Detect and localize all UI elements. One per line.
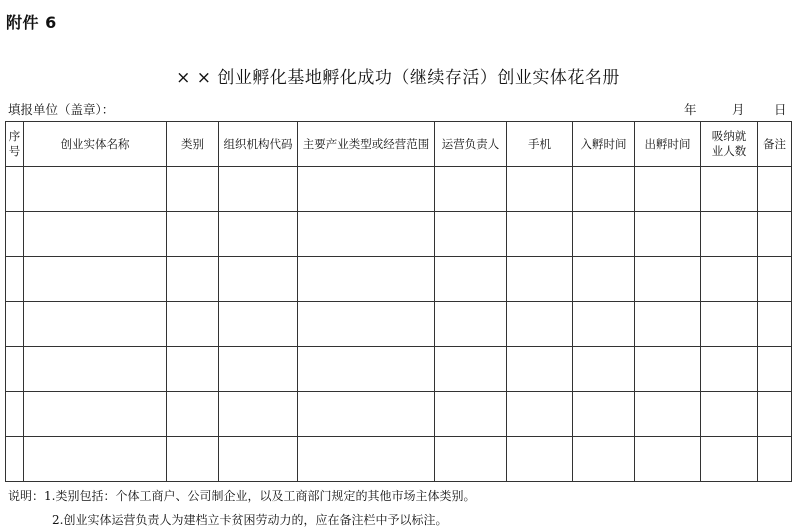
cell-entity-name: [24, 437, 167, 482]
cell-incubate-in: [573, 392, 635, 437]
table-body: [6, 167, 792, 482]
cell-industry: [298, 347, 435, 392]
header-employment-line2: 业人数: [711, 144, 747, 158]
header-org-code: 组织机构代码: [219, 122, 298, 167]
cell-industry: [298, 212, 435, 257]
cell-remarks: [758, 392, 792, 437]
cell-operator: [435, 212, 507, 257]
cell-seq: [6, 212, 24, 257]
cell-incubate-out: [635, 392, 701, 437]
cell-org-code: [219, 392, 298, 437]
cell-org-code: [219, 212, 298, 257]
cell-entity-name: [24, 257, 167, 302]
table-row: [6, 302, 792, 347]
cell-org-code: [219, 167, 298, 212]
cell-entity-name: [24, 392, 167, 437]
cell-phone: [507, 257, 573, 302]
cell-employment: [701, 437, 758, 482]
table-row: [6, 347, 792, 392]
cell-category: [167, 257, 219, 302]
date-year-label: 年: [684, 102, 697, 117]
table-row: [6, 212, 792, 257]
cell-seq: [6, 167, 24, 212]
cell-entity-name: [24, 212, 167, 257]
cell-category: [167, 392, 219, 437]
cell-category: [167, 167, 219, 212]
cell-org-code: [219, 437, 298, 482]
cell-entity-name: [24, 302, 167, 347]
cell-incubate-in: [573, 212, 635, 257]
note-line-1: 说明：1.类别包括：个体工商户、公司制企业，以及工商部门规定的其他市场主体类别。: [8, 489, 476, 503]
note-line-2: 2.创业实体运营负责人为建档立卡贫困劳动力的，应在备注栏中予以标注。: [52, 513, 448, 527]
header-category: 类别: [167, 122, 219, 167]
cell-category: [167, 437, 219, 482]
cell-industry: [298, 392, 435, 437]
table-row: [6, 167, 792, 212]
cell-industry: [298, 167, 435, 212]
cell-org-code: [219, 302, 298, 347]
cell-incubate-out: [635, 257, 701, 302]
cell-remarks: [758, 437, 792, 482]
attachment-label: 附件 6: [6, 13, 57, 32]
cell-incubate-out: [635, 437, 701, 482]
cell-incubate-in: [573, 257, 635, 302]
cell-industry: [298, 437, 435, 482]
cell-operator: [435, 257, 507, 302]
cell-incubate-in: [573, 347, 635, 392]
cell-category: [167, 212, 219, 257]
date-day-label: 日: [774, 102, 787, 117]
cell-org-code: [219, 347, 298, 392]
cell-incubate-out: [635, 302, 701, 347]
header-operator: 运营负责人: [435, 122, 507, 167]
cell-remarks: [758, 257, 792, 302]
cell-industry: [298, 302, 435, 347]
cell-seq: [6, 347, 24, 392]
table-row: [6, 392, 792, 437]
header-employment: [701, 122, 758, 167]
cell-remarks: [758, 302, 792, 347]
cell-phone: [507, 302, 573, 347]
cell-employment: [701, 302, 758, 347]
cell-remarks: [758, 212, 792, 257]
cell-org-code: [219, 257, 298, 302]
cell-operator: [435, 302, 507, 347]
table-row: [6, 437, 792, 482]
cell-entity-name: [24, 167, 167, 212]
cell-operator: [435, 437, 507, 482]
header-seq-line2: 号: [8, 144, 21, 158]
cell-remarks: [758, 167, 792, 212]
header-seq: [6, 122, 24, 167]
cell-phone: [507, 347, 573, 392]
cell-phone: [507, 392, 573, 437]
cell-employment: [701, 257, 758, 302]
header-employment-line1: 吸纳就: [711, 129, 747, 143]
table-header-row: [6, 122, 792, 167]
cell-incubate-in: [573, 437, 635, 482]
cell-category: [167, 302, 219, 347]
header-incubate-out: 出孵时间: [635, 122, 701, 167]
cell-phone: [507, 437, 573, 482]
cell-incubate-out: [635, 167, 701, 212]
cell-incubate-out: [635, 212, 701, 257]
cell-employment: [701, 167, 758, 212]
cell-operator: [435, 392, 507, 437]
cell-seq: [6, 437, 24, 482]
header-phone: 手机: [507, 122, 573, 167]
cell-incubate-out: [635, 347, 701, 392]
cell-operator: [435, 167, 507, 212]
cell-seq: [6, 302, 24, 347]
cell-remarks: [758, 347, 792, 392]
header-remarks: 备注: [758, 122, 792, 167]
cell-phone: [507, 212, 573, 257]
cell-phone: [507, 167, 573, 212]
header-entity-name: 创业实体名称: [24, 122, 167, 167]
cell-employment: [701, 212, 758, 257]
cell-employment: [701, 347, 758, 392]
cell-incubate-in: [573, 302, 635, 347]
header-seq-line1: 序: [8, 129, 21, 143]
table-row: [6, 257, 792, 302]
cell-entity-name: [24, 347, 167, 392]
cell-category: [167, 347, 219, 392]
cell-seq: [6, 257, 24, 302]
date-month-label: 月: [732, 102, 745, 117]
cell-employment: [701, 392, 758, 437]
cell-seq: [6, 392, 24, 437]
cell-industry: [298, 257, 435, 302]
cell-operator: [435, 347, 507, 392]
register-table: [5, 121, 792, 482]
header-industry: 主要产业类型或经营范围: [298, 122, 435, 167]
cell-incubate-in: [573, 167, 635, 212]
reporting-unit-label: 填报单位（盖章）：: [8, 102, 115, 117]
header-incubate-in: 入孵时间: [573, 122, 635, 167]
document-title: × × 创业孵化基地孵化成功（继续存活）创业实体花名册: [176, 68, 620, 88]
